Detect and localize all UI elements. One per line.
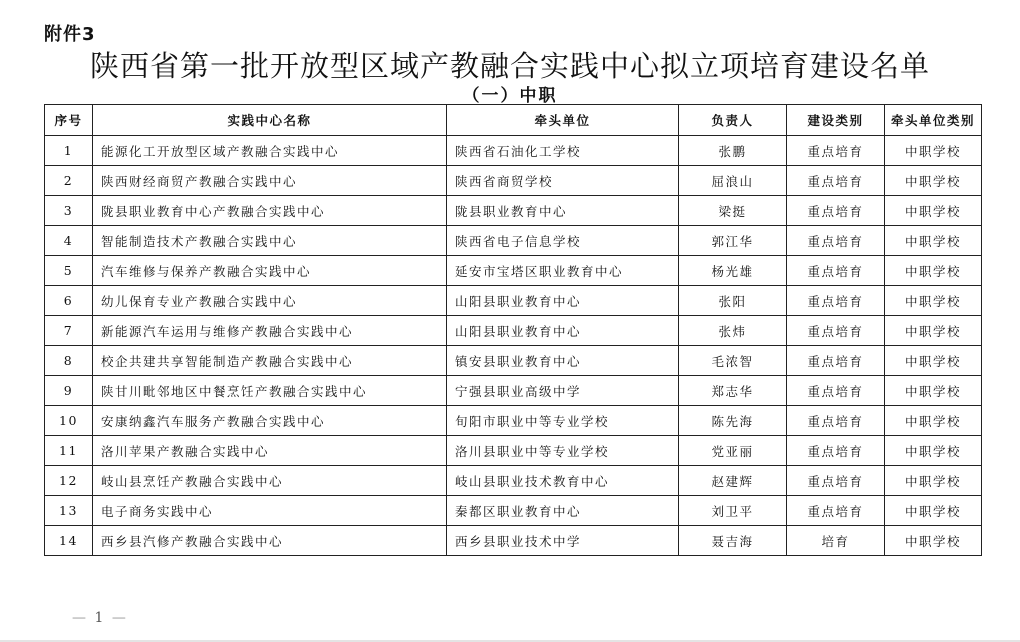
cell-lead-unit: 陕西省石油化工学校 — [447, 136, 679, 166]
cell-construction-type: 重点培育 — [787, 316, 885, 346]
footer-dash-right: — — [111, 610, 128, 626]
cell-person-in-charge: 郑志华 — [679, 376, 787, 406]
cell-index: 10 — [45, 406, 93, 436]
cell-center-name: 陕西财经商贸产教融合实践中心 — [93, 166, 447, 196]
cell-lead-unit: 陕西省商贸学校 — [447, 166, 679, 196]
table-row — [45, 526, 982, 556]
cell-index: 7 — [45, 316, 93, 346]
cell-unit-type: 中职学校 — [885, 136, 982, 166]
cell-person-in-charge: 赵建辉 — [679, 466, 787, 496]
cell-construction-type: 重点培育 — [787, 466, 885, 496]
cell-construction-type: 重点培育 — [787, 406, 885, 436]
cell-lead-unit: 秦都区职业教育中心 — [447, 496, 679, 526]
cell-center-name: 岐山县烹饪产教融合实践中心 — [93, 466, 447, 496]
cell-construction-type: 重点培育 — [787, 346, 885, 376]
cell-person-in-charge: 杨光雄 — [679, 256, 787, 286]
cell-person-in-charge: 聂吉海 — [679, 526, 787, 556]
cell-center-name: 安康纳鑫汽车服务产教融合实践中心 — [93, 406, 447, 436]
cell-center-name: 陕甘川毗邻地区中餐烹饪产教融合实践中心 — [93, 376, 447, 406]
cell-center-name: 能源化工开放型区域产教融合实践中心 — [93, 136, 447, 166]
cell-lead-unit: 陇县职业教育中心 — [447, 196, 679, 226]
cell-center-name: 洛川苹果产教融合实践中心 — [93, 436, 447, 466]
cell-construction-type: 重点培育 — [787, 226, 885, 256]
cell-unit-type: 中职学校 — [885, 166, 982, 196]
cell-index: 2 — [45, 166, 93, 196]
cell-construction-type: 重点培育 — [787, 286, 885, 316]
cell-index: 5 — [45, 256, 93, 286]
footer-dash-left: — — [72, 610, 88, 626]
page-number: 1 — [94, 610, 106, 626]
table-row — [45, 496, 982, 526]
cell-person-in-charge: 陈先海 — [679, 406, 787, 436]
cell-center-name: 幼儿保育专业产教融合实践中心 — [93, 286, 447, 316]
cell-lead-unit: 宁强县职业高级中学 — [447, 376, 679, 406]
cell-person-in-charge: 党亚丽 — [679, 436, 787, 466]
cell-index: 14 — [45, 526, 93, 556]
cell-unit-type: 中职学校 — [885, 316, 982, 346]
table-row — [45, 286, 982, 316]
cell-construction-type: 重点培育 — [787, 166, 885, 196]
table-row — [45, 466, 982, 496]
cell-unit-type: 中职学校 — [885, 376, 982, 406]
cell-lead-unit: 洛川县职业中等专业学校 — [447, 436, 679, 466]
cell-center-name: 智能制造技术产教融合实践中心 — [93, 226, 447, 256]
cell-unit-type: 中职学校 — [885, 526, 982, 556]
cell-unit-type: 中职学校 — [885, 196, 982, 226]
table-header-row — [45, 105, 982, 136]
table-body — [45, 136, 982, 556]
cell-index: 6 — [45, 286, 93, 316]
cell-construction-type: 重点培育 — [787, 496, 885, 526]
cell-center-name: 西乡县汽修产教融合实践中心 — [93, 526, 447, 556]
header-construction-type: 建设类别 — [787, 105, 885, 136]
cell-center-name: 汽车维修与保养产教融合实践中心 — [93, 256, 447, 286]
cell-lead-unit: 陕西省电子信息学校 — [447, 226, 679, 256]
cell-lead-unit: 山阳县职业教育中心 — [447, 316, 679, 346]
table-row — [45, 136, 982, 166]
cell-lead-unit: 延安市宝塔区职业教育中心 — [447, 256, 679, 286]
table-row — [45, 346, 982, 376]
page-footer — [72, 610, 128, 626]
table-row — [45, 406, 982, 436]
cell-person-in-charge: 梁挺 — [679, 196, 787, 226]
cell-index: 3 — [45, 196, 93, 226]
cell-unit-type: 中职学校 — [885, 256, 982, 286]
table-row — [45, 256, 982, 286]
cell-index: 13 — [45, 496, 93, 526]
cell-construction-type: 重点培育 — [787, 436, 885, 466]
table-row — [45, 166, 982, 196]
cell-lead-unit: 旬阳市职业中等专业学校 — [447, 406, 679, 436]
cell-construction-type: 重点培育 — [787, 256, 885, 286]
cell-lead-unit: 镇安县职业教育中心 — [447, 346, 679, 376]
header-lead-unit: 牵头单位 — [447, 105, 679, 136]
cell-unit-type: 中职学校 — [885, 406, 982, 436]
cell-lead-unit: 岐山县职业技术教育中心 — [447, 466, 679, 496]
cell-index: 12 — [45, 466, 93, 496]
cell-index: 1 — [45, 136, 93, 166]
document-title: 陕西省第一批开放型区域产教融合实践中心拟立项培育建设名单 — [89, 49, 930, 83]
cell-construction-type: 重点培育 — [787, 136, 885, 166]
cell-lead-unit: 山阳县职业教育中心 — [447, 286, 679, 316]
document-subtitle: （一）中职 — [462, 86, 558, 106]
header-unit-type: 牵头单位类别 — [885, 105, 982, 136]
cell-person-in-charge: 张炜 — [679, 316, 787, 346]
cell-center-name: 新能源汽车运用与维修产教融合实践中心 — [93, 316, 447, 346]
table-row — [45, 196, 982, 226]
cell-index: 11 — [45, 436, 93, 466]
cell-index: 4 — [45, 226, 93, 256]
project-list-table — [44, 104, 982, 556]
header-person-in-charge: 负责人 — [679, 105, 787, 136]
cell-person-in-charge: 张阳 — [679, 286, 787, 316]
cell-index: 9 — [45, 376, 93, 406]
cell-person-in-charge: 毛浓智 — [679, 346, 787, 376]
cell-center-name: 陇县职业教育中心产教融合实践中心 — [93, 196, 447, 226]
cell-person-in-charge: 屈浪山 — [679, 166, 787, 196]
header-index: 序号 — [45, 105, 93, 136]
cell-person-in-charge: 张鹏 — [679, 136, 787, 166]
cell-unit-type: 中职学校 — [885, 466, 982, 496]
table-row — [45, 436, 982, 466]
cell-center-name: 校企共建共享智能制造产教融合实践中心 — [93, 346, 447, 376]
cell-unit-type: 中职学校 — [885, 286, 982, 316]
cell-lead-unit: 西乡县职业技术中学 — [447, 526, 679, 556]
cell-unit-type: 中职学校 — [885, 496, 982, 526]
cell-construction-type: 重点培育 — [787, 376, 885, 406]
header-center-name: 实践中心名称 — [93, 105, 447, 136]
cell-unit-type: 中职学校 — [885, 436, 982, 466]
cell-person-in-charge: 郭江华 — [679, 226, 787, 256]
cell-person-in-charge: 刘卫平 — [679, 496, 787, 526]
cell-center-name: 电子商务实践中心 — [93, 496, 447, 526]
cell-unit-type: 中职学校 — [885, 226, 982, 256]
cell-construction-type: 培育 — [787, 526, 885, 556]
cell-construction-type: 重点培育 — [787, 196, 885, 226]
table-row — [45, 316, 982, 346]
attachment-label: 附件3 — [44, 24, 96, 45]
cell-index: 8 — [45, 346, 93, 376]
cell-unit-type: 中职学校 — [885, 346, 982, 376]
table-row — [45, 376, 982, 406]
table-row — [45, 226, 982, 256]
